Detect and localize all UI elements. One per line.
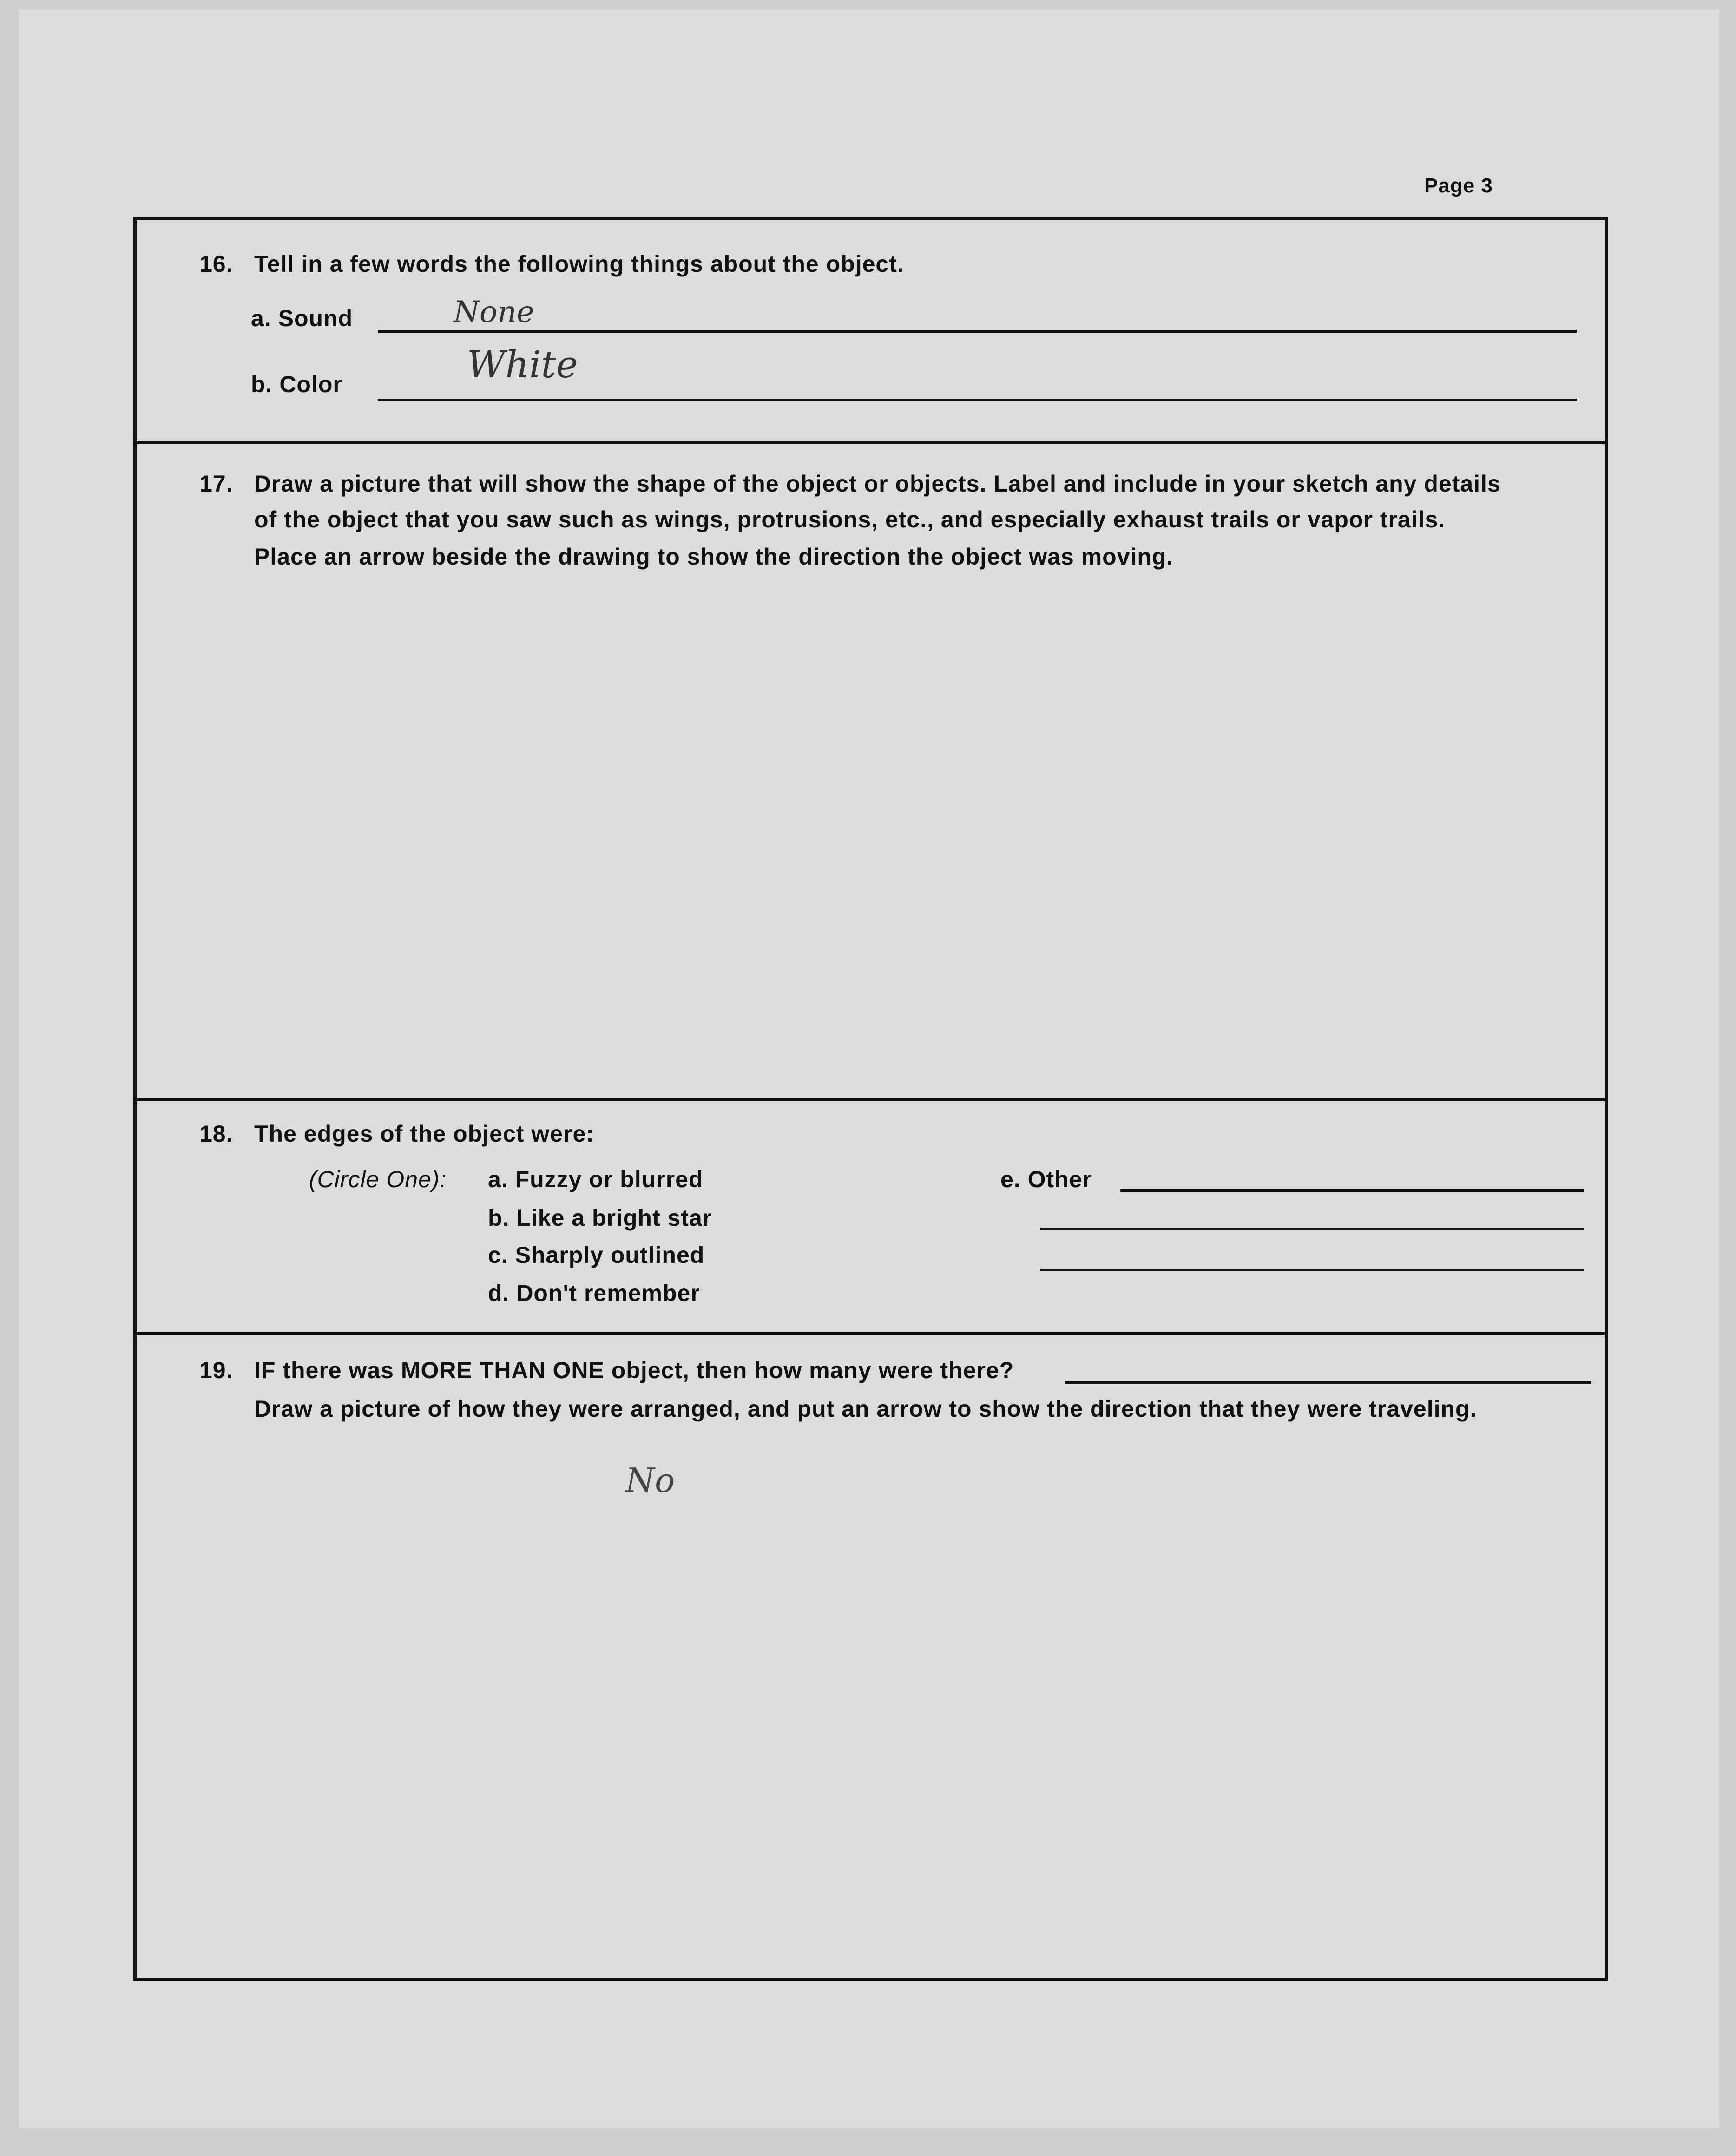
q17-line-1: Draw a picture that will show the shape of the object or objects. Label and include in your sketch any details [254, 471, 1501, 497]
q19-prompt: IF there was MORE THAN ONE object, then how many were there? [254, 1357, 1014, 1383]
edge-option-e-other[interactable]: e. Other [1000, 1166, 1092, 1192]
q17-line-3: Place an arrow beside the drawing to show the direction the object was moving. [254, 544, 1174, 570]
arrangement-sketch-area[interactable] [139, 1436, 1603, 1975]
q17-line-2: of the object that you saw such as wings, protrusions, etc., and especially exhaust trails or vapor trails. [254, 506, 1446, 532]
q19-line-2: Draw a picture of how they were arranged, and put an arrow to show the direction that they were traveling. [254, 1396, 1477, 1422]
q16-number: 16. [199, 251, 233, 277]
section-divider [133, 1098, 1608, 1101]
edge-option-a[interactable]: a. Fuzzy or blurred [488, 1166, 704, 1192]
edge-option-b[interactable]: b. Like a bright star [488, 1205, 712, 1231]
circle-one-instruction: (Circle One): [309, 1166, 447, 1192]
page-number: Page 3 [1424, 174, 1493, 197]
other-answer-line[interactable] [1040, 1269, 1584, 1271]
other-answer-line[interactable] [1120, 1189, 1584, 1192]
q19-handwritten-answer: No [625, 1461, 675, 1500]
section-divider [133, 1332, 1608, 1335]
q18-prompt: The edges of the object were: [254, 1121, 594, 1147]
q19-number: 19. [199, 1357, 233, 1383]
sound-handwritten-answer: None [454, 295, 534, 329]
q18-number: 18. [199, 1121, 233, 1147]
sketch-area[interactable] [139, 585, 1603, 1094]
color-answer-line[interactable] [378, 399, 1577, 401]
edge-option-d[interactable]: d. Don't remember [488, 1280, 700, 1306]
object-count-line[interactable] [1065, 1381, 1591, 1384]
color-handwritten-answer: White [467, 343, 578, 386]
q17-number: 17. [199, 471, 233, 497]
q16-sound-label: a. Sound [251, 305, 353, 331]
q16-prompt: Tell in a few words the following things about the object. [254, 251, 904, 277]
section-divider [133, 441, 1608, 444]
sound-answer-line[interactable] [378, 330, 1577, 333]
q16-color-label: b. Color [251, 371, 342, 397]
other-answer-line[interactable] [1040, 1228, 1584, 1230]
edge-option-c[interactable]: c. Sharply outlined [488, 1242, 705, 1268]
